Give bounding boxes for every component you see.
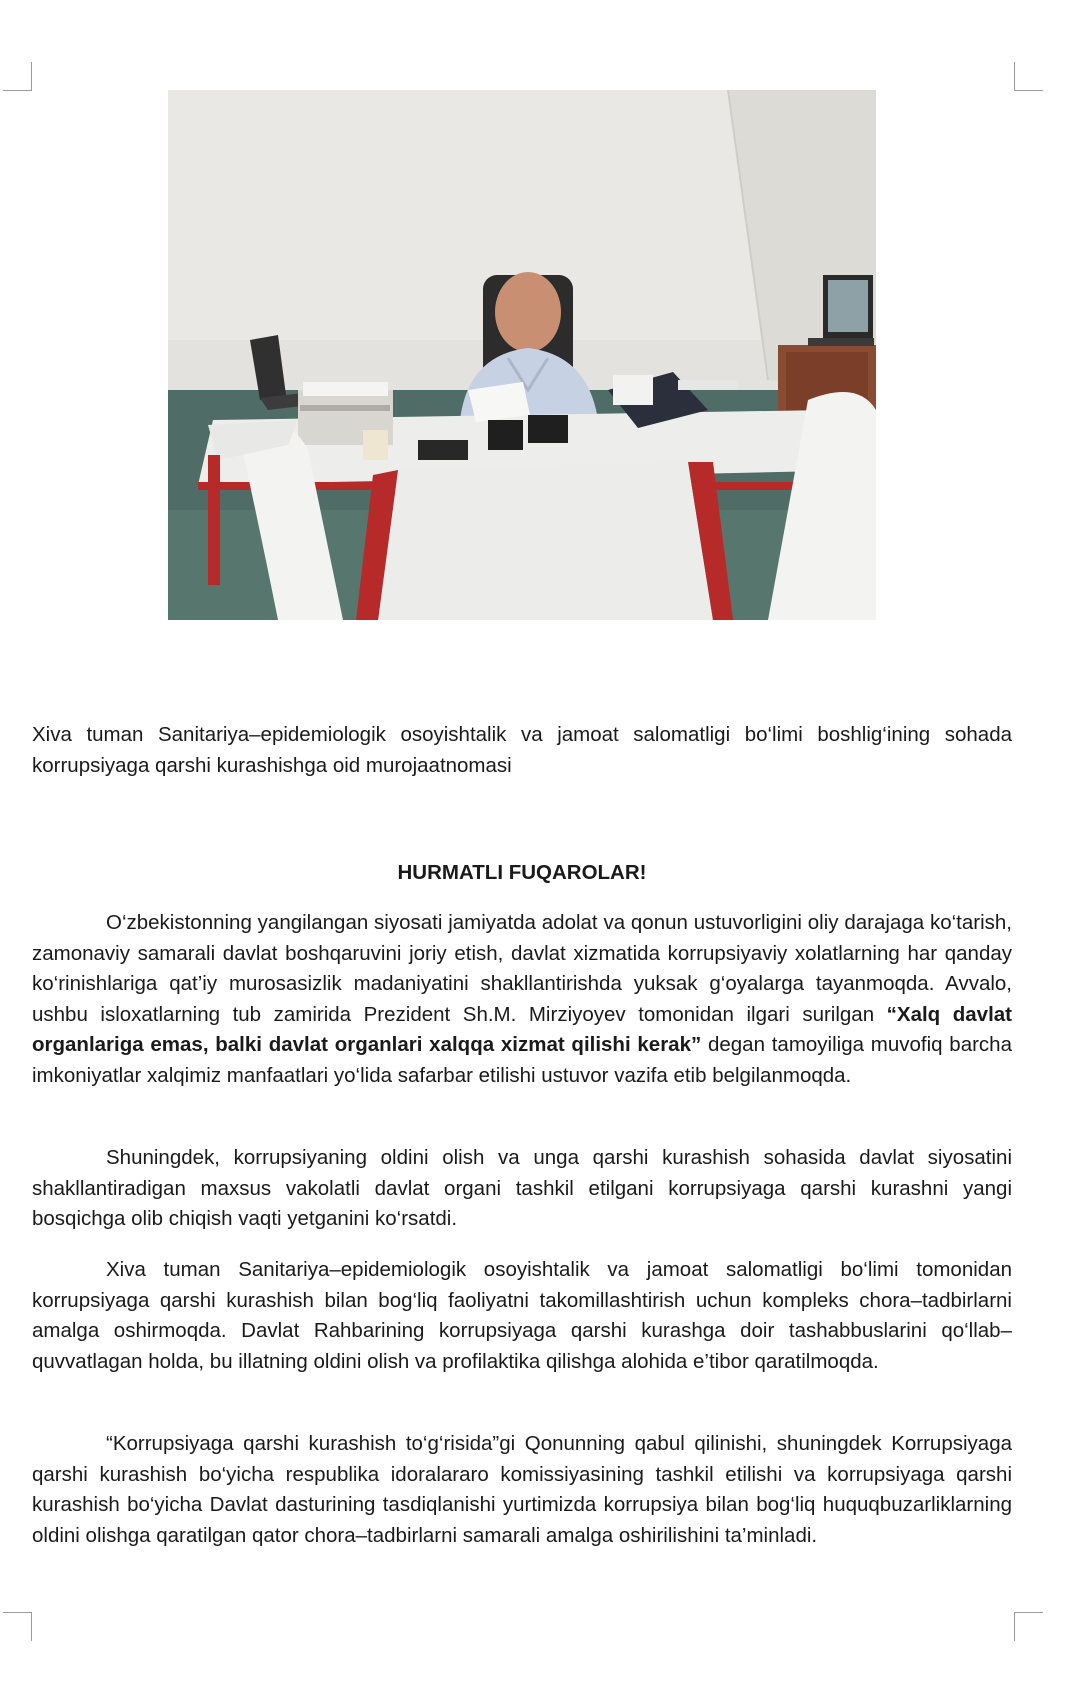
paragraph-3: Xiva tuman Sanitariya–epidemiologik osoyishtalik va jamoat salomatligi bo‘limi tomonidan korrupsiyaga qarshi kurashish bilan bog‘liq faoliyatni takomillashtirish uchun kompleks chora–tadbirlarni amalga oshirmoqda. Davlat Rahbarining korrupsiyaga qarshi kurashga doir tashabbuslarini qo‘llab–quvvatlagan holda, bu illatning oldini olish va profilaktika qilishga alohida e’tibor qaratilmoqda. (32, 1258, 1012, 1373)
paragraph-1 (32, 908, 1012, 1091)
paragraph-4: “Korrupsiyaga qarshi kurashish to‘g‘risida”gi Qonunning qabul qilinishi, shuningdek Korrupsiyaga qarshi kurashish bo‘yicha respublika idoralararo komissiyasining tashkil etilishi va korrupsiyaga qarshi kurashish bo‘yicha Davlat dasturining tasdiqlanishi yurtimizda korrupsiya bilan bog‘liq huquqbuzarliklarning oldini olishga qaratilgan qator chora–tadbirlarni samarali amalga oshirilishini ta’minladi. (32, 1432, 1012, 1547)
crop-mark-top-left (3, 62, 32, 91)
crop-mark-bottom-left (3, 1612, 32, 1641)
office-photo (168, 90, 876, 620)
paragraph-2: Shuningdek, korrupsiyaning oldini olish va unga qarshi kurashish sohasida davlat siyosatini shakllantiradigan maxsus vakolatli davlat organi tashkil etilgani korrupsiyaga qarshi kurashni yangi bosqichga olib chiqish vaqti yetganini ko‘rsatdi. (32, 1146, 1012, 1230)
office-photo-illustration (168, 90, 876, 620)
crop-mark-bottom-right (1014, 1612, 1043, 1641)
paragraph-1-text-end: degan tamoyiliga muvofiq barcha imkoniyatlar xalqimiz manfaatlari yo‘lida safarbar etilishi ustuvor vazifa etib belgilanmoqda. (32, 1033, 1012, 1087)
document-caption: Xiva tuman Sanitariya–epidemiologik osoyishtalik va jamoat salomatligi bo‘limi boshlig‘ining sohada korrupsiyaga qarshi kurashishga oid murojaatnomasi (32, 723, 1012, 777)
paragraph-1-quote: “Xalq davlat organlariga emas, balki davlat organlari xalqqa xizmat qilishi kerak” (32, 1002, 1012, 1056)
document-heading: HURMATLI FUQAROLAR! (397, 861, 647, 884)
crop-mark-top-right (1014, 62, 1043, 91)
paragraph-1-text-start: O‘zbekistonning yangilangan siyosati jamiyatda adolat va qonun ustuvorligini oliy darajaga ko‘tarish, zamonaviy samarali davlat boshqaruvini joriy etish, davlat xizmatida korrupsiyaviy xolatlarning har qanday ko‘rinishlariga qat’iy murosasizlik madaniyatini shakllantirishda yuksak g‘oyalarga tayanmoqda. Avvalo, ushbu isloxatlarning tub zamirida Prezident Sh.M. Mirziyoyev tomonidan ilgari surilgan (32, 911, 1012, 1026)
